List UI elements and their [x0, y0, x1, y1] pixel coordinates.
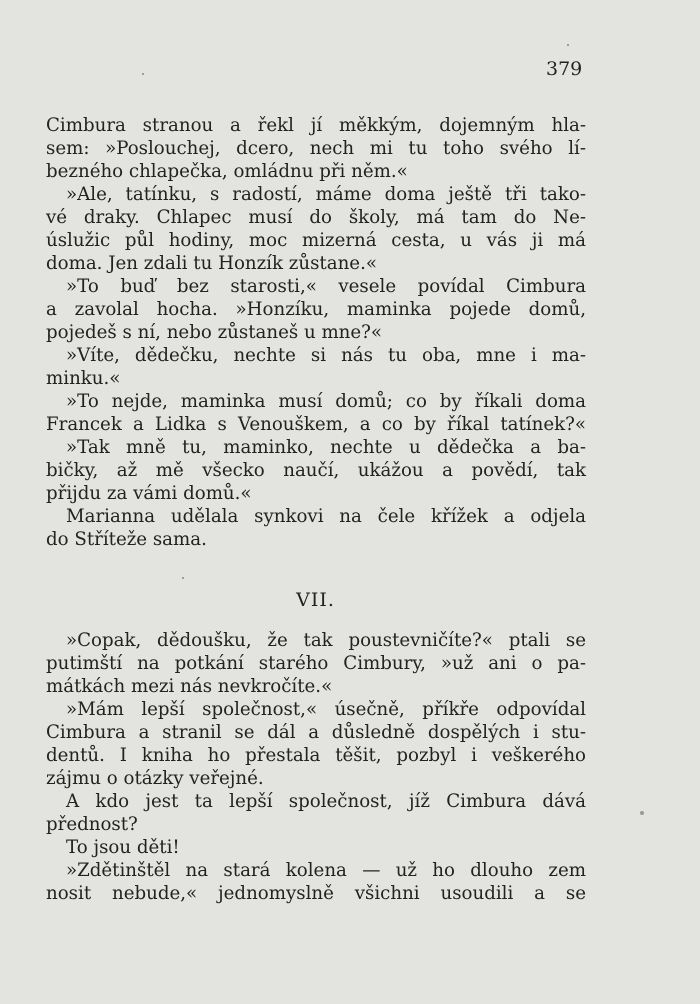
- text-line: Francek a Lidka s Venouškem, a co by říkal tatínek?«: [46, 414, 586, 435]
- text-line: zájmu o otázky veřejné.: [46, 768, 264, 789]
- text-line: »Víte, dědečku, nechte si nás tu oba, mne i ma-: [66, 345, 586, 366]
- text-line: putimští na potkání starého Cimbury, »už ani o pa-: [46, 653, 586, 674]
- text-line: Marianna udělala synkovi na čele křížek a odjela: [66, 506, 586, 527]
- text-line: bičky, až mě všecko naučí, ukážou a povědí, tak: [46, 460, 586, 481]
- paper-speck: [182, 577, 184, 579]
- text-line: To jsou děti!: [66, 837, 180, 858]
- text-line: a zavolal hocha. »Honzíku, maminka pojede domů,: [46, 299, 586, 320]
- text-line: doma. Jen zdali tu Honzík zůstane.«: [46, 253, 377, 274]
- text-line: »Zdětinštěl na stará kolena — už ho dlouho zem: [66, 860, 586, 881]
- text-line: sem: »Poslouchej, dcero, nech mi tu toho svého lí-: [46, 138, 586, 159]
- text-line: do Stříteže sama.: [46, 529, 207, 550]
- text-block-bottom: [46, 629, 586, 905]
- text-line: »Ale, tatínku, s radostí, máme doma ještě tři tako-: [66, 184, 586, 205]
- paper-speck: [567, 44, 569, 46]
- text-line: dentů. I kniha ho přestala těšit, pozbyl i veškerého: [46, 745, 586, 766]
- text-line: bezného chlapečka, omládnu při něm.«: [46, 161, 408, 182]
- text-line: minku.«: [46, 368, 121, 389]
- text-line: Cimbura a stranil se dál a důsledně dospělých i stu-: [46, 722, 586, 743]
- chapter-heading: VII.: [296, 589, 335, 611]
- text-line: »To nejde, maminka musí domů; co by říkali doma: [66, 391, 586, 412]
- text-line: přijdu za vámi domů.«: [46, 483, 252, 504]
- text-line: »Mám lepší společnost,« úsečně, příkře odpovídal: [66, 699, 586, 720]
- text-line: pojedeš s ní, nebo zůstaneš u mne?«: [46, 322, 383, 343]
- text-line: »Tak mně tu, maminko, nechte u dědečka a ba-: [66, 437, 586, 458]
- page-number: 379: [546, 58, 583, 80]
- text-line: »Copak, dědoušku, že tak poustevničíte?« ptali se: [66, 630, 586, 651]
- text-line: vé draky. Chlapec musí do školy, má tam do Ne-: [46, 207, 586, 228]
- text-line: nosit nebude,« jednomyslně všichni usoudili a se: [46, 883, 586, 904]
- text-line: A kdo jest ta lepší společnost, jíž Cimbura dává: [66, 791, 586, 812]
- text-line: »To buď bez starosti,« vesele povídal Cimbura: [66, 276, 586, 297]
- text-line: úslužic půl hodiny, moc mizerná cesta, u vás ji má: [46, 230, 586, 251]
- text-block-top: [46, 114, 586, 551]
- text-line: přednost?: [46, 814, 138, 835]
- paper-speck: [640, 811, 644, 815]
- paper-speck: [142, 73, 144, 75]
- text-line: Cimbura stranou a řekl jí měkkým, dojemným hla-: [46, 115, 586, 136]
- text-line: mátkách mezi nás nevkročíte.«: [46, 676, 333, 697]
